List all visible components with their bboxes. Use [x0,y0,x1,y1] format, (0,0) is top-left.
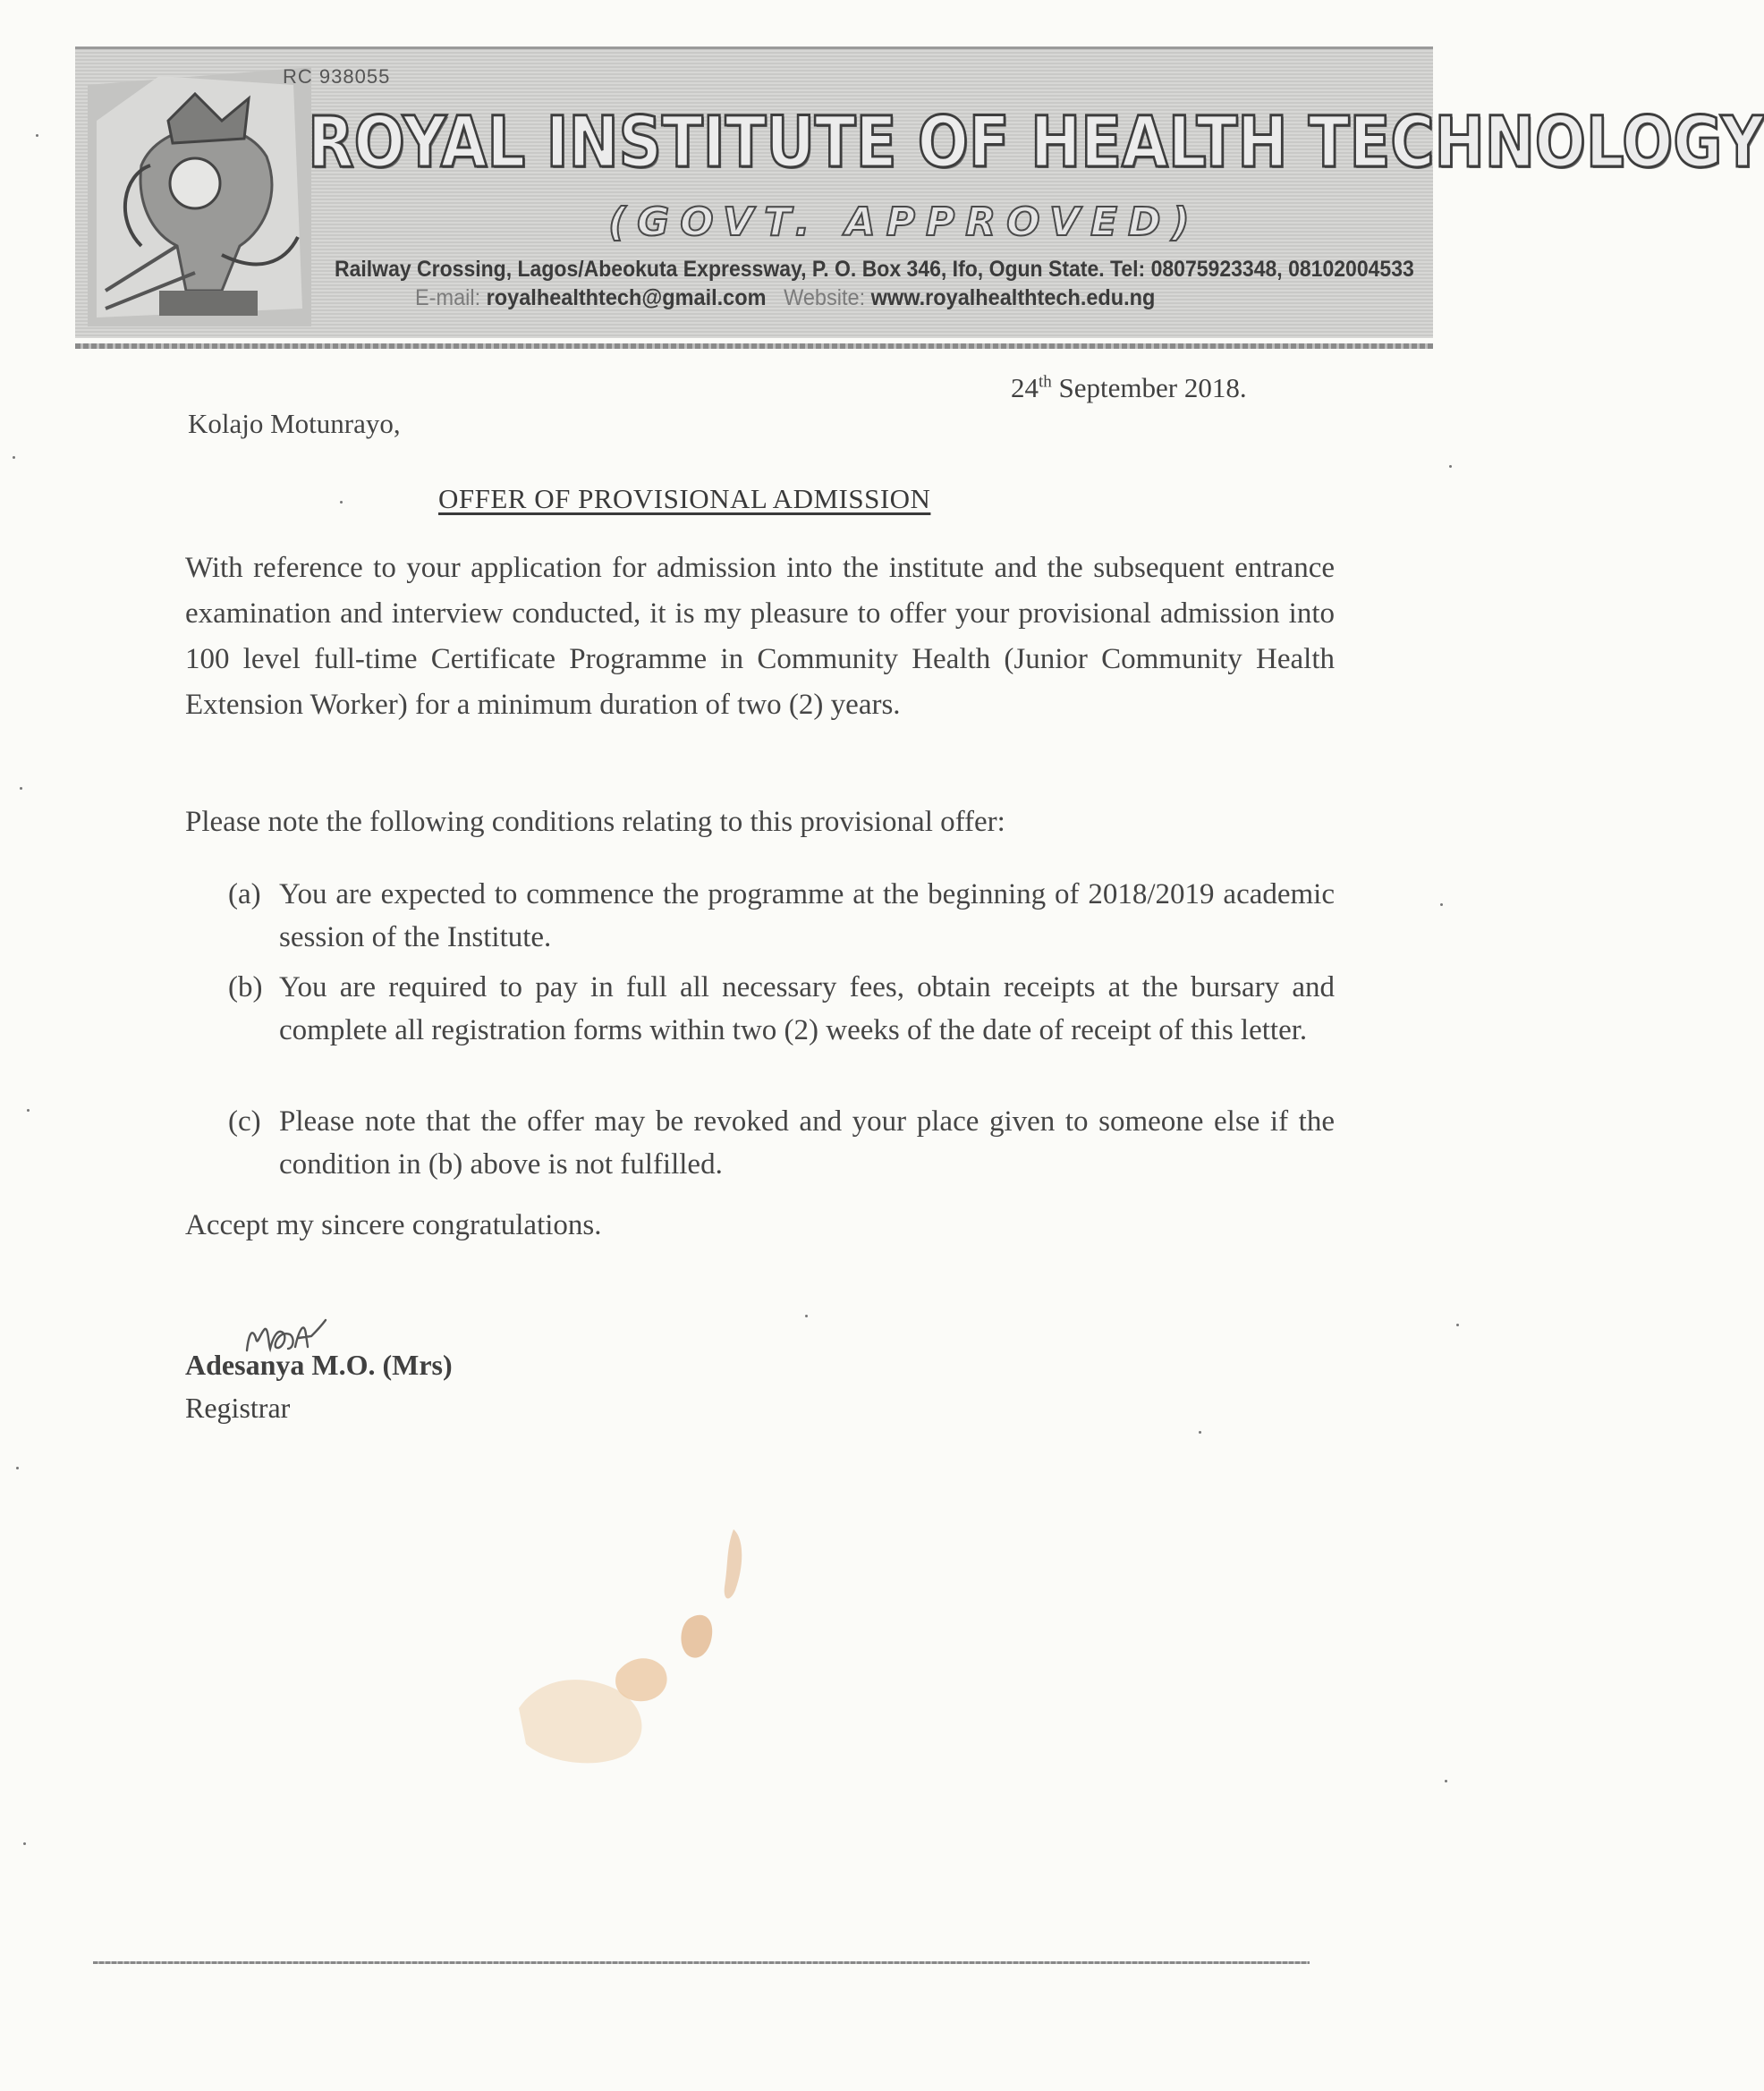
signatory-name: Adesanya M.O. (Mrs) [185,1349,453,1381]
website-url: www.royalhealthtech.edu.ng [870,285,1156,310]
institution-name: ROYAL INSTITUTE OF HEALTH TECHNOLOGY [308,103,1764,183]
condition-marker: (b) [228,971,263,1003]
website-label: Website: [784,285,866,310]
condition-item [228,1100,1335,1186]
condition-marker: (c) [228,1105,261,1138]
rc-number: RC 938055 [283,65,391,88]
date-suffix: th [1039,372,1052,392]
closing-line: Accept my sincere congratulations. [185,1209,602,1241]
scan-speck [805,1315,808,1317]
condition-text: You are expected to commence the programme at the beginning of 2018/2019 academic session of the Institute. [279,878,1335,953]
scan-speck [1445,1780,1447,1782]
date-month-year: September 2018. [1051,372,1247,403]
scan-speck [1449,465,1452,468]
recipient-name: Kolajo Motunrayo, [188,408,401,439]
email-address: royalhealthtech@gmail.com [486,285,767,310]
letterhead-divider [75,343,1433,349]
condition-text: Please note that the offer may be revoked and your place given to someone else if the condition in (b) above is not fulfilled. [279,1105,1335,1181]
scan-speck [23,1842,26,1845]
scan-speck [1456,1324,1459,1326]
scan-speck [36,134,38,137]
approval-tagline: (GOVT. APPROVED) [608,199,1200,245]
email-label: E-mail: [415,285,481,310]
footer-divider [93,1961,1310,1964]
condition-text: You are required to pay in full all necessary fees, obtain receipts at the bursary and complete all registration forms within two (2) weeks of the date of receipt of this letter. [279,971,1335,1046]
scan-speck [27,1109,30,1112]
body-paragraph-1: With reference to your application for admission into the institute and the subsequent entrance examination and interview conducted, it is my pleasure to offer your provisional admission into 100 level full-time Certificate Programme in Community Health (Junior Community Health Extension Worker) for a minimum duration of two (2) years. [185,552,1335,721]
letter-date [1011,372,1247,404]
signatory-title: Registrar [185,1392,291,1424]
letterhead-address: Railway Crossing, Lagos/Abeokuta Expressway, P. O. Box 346, Ifo, Ogun State. Tel: 08075923348, 08102004533 [335,257,1414,282]
letterhead [75,47,1764,338]
scan-speck [20,787,22,790]
date-day: 24 [1011,372,1039,403]
crest-logo-icon [88,67,311,326]
condition-item [228,966,1335,1052]
condition-item [228,873,1335,959]
letter-subject: OFFER OF PROVISIONAL ADMISSION [438,483,931,514]
scan-speck [340,501,343,504]
letterhead-contact [415,285,1374,311]
scan-speck [1440,903,1443,906]
condition-marker: (a) [228,878,261,910]
paper-stain [510,1520,796,1771]
scan-speck [13,456,15,459]
body-paragraph-2: Please note the following conditions relating to this provisional offer: [185,806,1005,838]
scan-speck [16,1467,19,1469]
scan-speck [1199,1431,1201,1434]
